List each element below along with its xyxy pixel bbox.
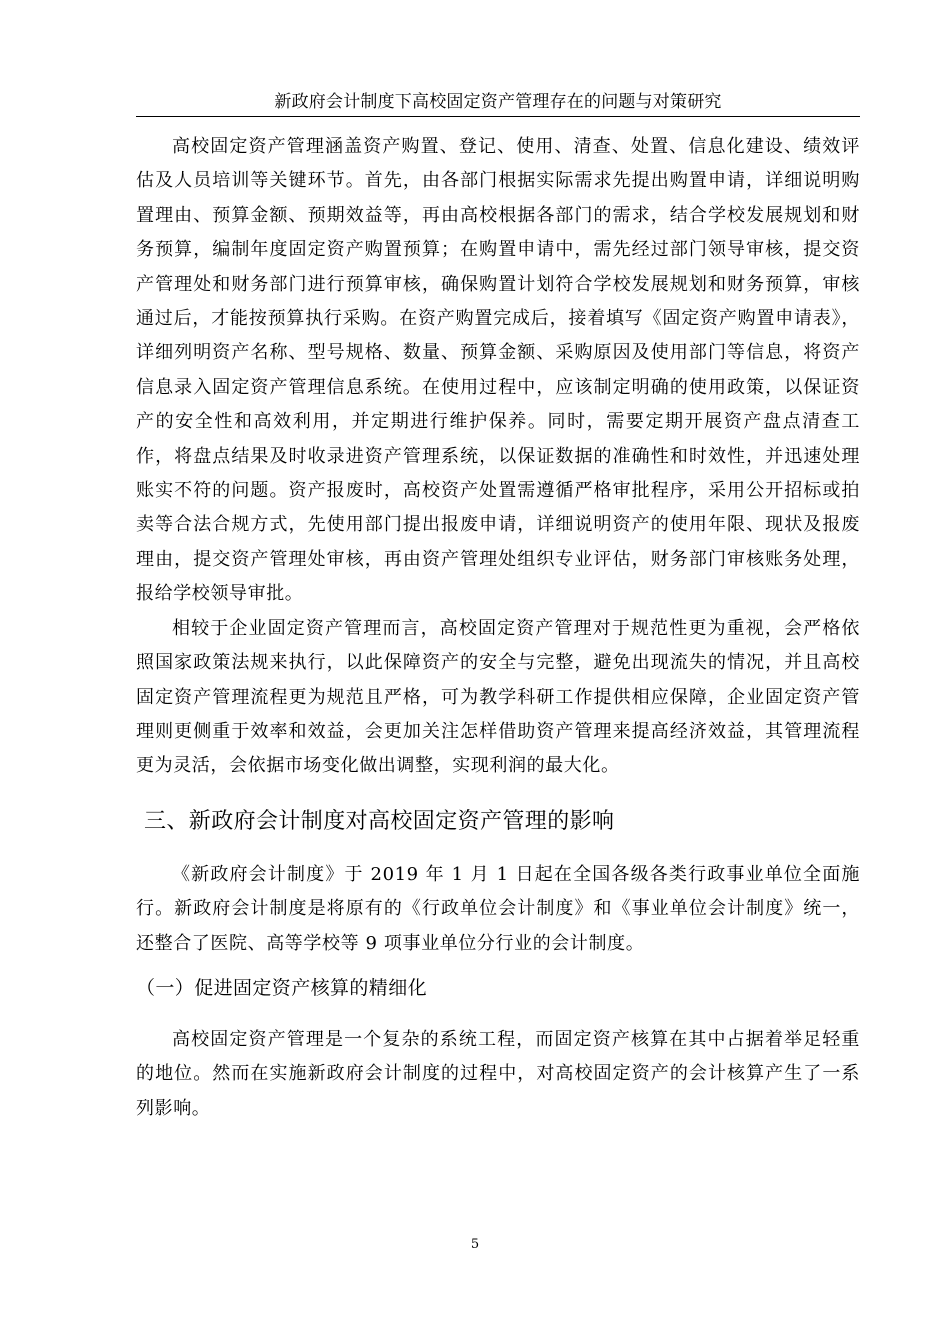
page-body <box>136 130 860 1126</box>
subsection-heading: （一）促进固定资产核算的精细化 <box>136 976 428 999</box>
body-paragraph: 《新政府会计制度》于 2019 年 1 月 1 日起在全国各级各类行政事业单位全面施行。新政府会计制度是将原有的《行政单位会计制度》和《事业单位会计制度》统一，还整合了医院、高等学校等 9 项事业单位分行业的会计制度。 <box>136 863 860 954</box>
body-paragraph: 高校固定资产管理涵盖资产购置、登记、使用、清查、处置、信息化建设、绩效评估及人员培训等关键环节。首先，由各部门根据实际需求先提出购置申请，详细说明购置理由、预算金额、预期效益等，再由高校根据各部门的需求，结合学校发展规划和财务预算，编制年度固定资产购置预算；在购置申请中，需先经过部门领导审核，提交资产管理处和财务部门进行预算审核，确保购置计划符合学校发展规划和财务预算，审核通过后，才能按预算执行采购。在资产购置完成后，接着填写《固定资产购置申请表》，详细列明资产名称、型号规格、数量、预算金额、采购原因及使用部门等信息，将资产信息录入固定资产管理信息系统。在使用过程中，应该制定明确的使用政策，以保证资产的安全性和高效利用，并定期进行维护保养。同时，需要定期开展资产盘点清查工作，将盘点结果及时收录进资产管理系统，以保证数据的准确性和时效性，并迅速处理账实不符的问题。资产报废时，高校资产处置需遵循严格审批程序，采用公开招标或拍卖等合法合规方式，先使用部门提出报废申请，详细说明资产的使用年限、现状及报废理由，提交资产管理处审核，再由资产管理处组织专业评估，财务部门审核账务处理，报给学校领导审批。 <box>136 136 860 605</box>
section-heading: 三、新政府会计制度对高校固定资产管理的影响 <box>144 808 615 834</box>
page-number: 5 <box>470 1237 480 1252</box>
running-header-title: 新政府会计制度下高校固定资产管理存在的问题与对策研究 <box>274 92 722 112</box>
header-divider <box>136 116 860 117</box>
body-paragraph: 相较于企业固定资产管理而言，高校固定资产管理对于规范性更为重视，会严格依照国家政策法规来执行，以此保障资产的安全与完整，避免出现流失的情况，并且高校固定资产管理流程更为规范且严格，可为教学科研工作提供相应保障，企业固定资产管理则更侧重于效率和效益，会更加关注怎样借助资产管理来提高经济效益，其管理流程更为灵活，会依据市场变化做出调整，实现利润的最大化。 <box>136 617 860 777</box>
body-paragraph: 高校固定资产管理是一个复杂的系统工程，而固定资产核算在其中占据着举足轻重的地位。然而在实施新政府会计制度的过程中，对高校固定资产的会计核算产生了一系列影响。 <box>136 1028 860 1119</box>
